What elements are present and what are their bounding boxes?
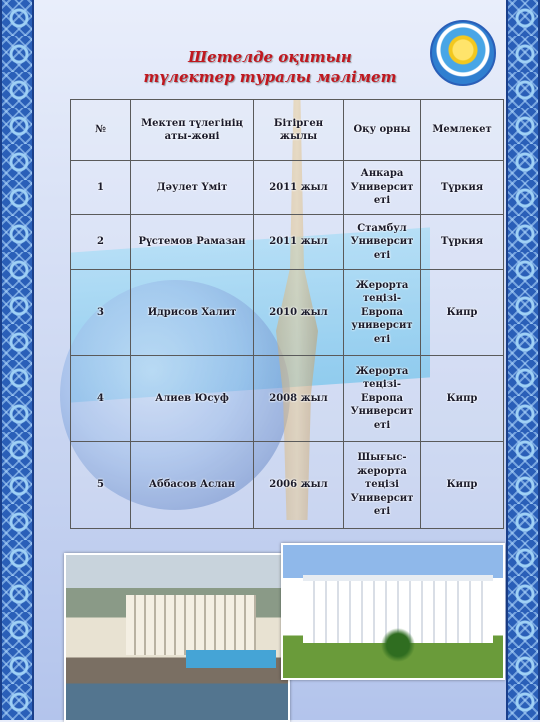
cell-place: Жерорта теңізі- Европа университ еті	[344, 269, 421, 355]
cell-name: Рүстемов Рамазан	[131, 215, 254, 269]
graduates-table	[70, 99, 504, 529]
header-name: Мектеп түлегінің аты-жөні	[131, 100, 254, 161]
cell-place: Стамбул Университ еті	[344, 215, 421, 269]
ornament-border-left	[0, 0, 34, 720]
page-title-line2: түлектер туралы мәлімет	[143, 68, 397, 86]
cell-year: 2006 жыл	[254, 442, 344, 529]
cell-place: Шығыс- жерорта теңізі Университ еті	[344, 442, 421, 529]
table-row	[71, 356, 504, 442]
cell-country: Түркия	[421, 161, 504, 215]
table-row	[71, 215, 504, 269]
header-country: Мемлекет	[421, 100, 504, 161]
header-place: Оқу орны	[344, 100, 421, 161]
header-year: Бітірген жылы	[254, 100, 344, 161]
cell-number: 2	[71, 215, 131, 269]
table-row	[71, 161, 504, 215]
cell-place: Анкара Университ еті	[344, 161, 421, 215]
photo-pool	[186, 650, 276, 668]
cell-name: Дәулет Үміт	[131, 161, 254, 215]
photo-hotel-building	[126, 595, 256, 655]
cell-year: 2008 жыл	[254, 356, 344, 442]
table-row	[71, 442, 504, 529]
table-header-row	[71, 100, 504, 161]
cell-year: 2011 жыл	[254, 215, 344, 269]
cell-name: Идрисов Халит	[131, 269, 254, 355]
cell-year: 2010 жыл	[254, 269, 344, 355]
photo-palm-tree	[378, 625, 418, 665]
header-number: №	[71, 100, 131, 161]
ornament-border-right	[506, 0, 540, 720]
cell-year: 2011 жыл	[254, 161, 344, 215]
cell-number: 3	[71, 269, 131, 355]
photo-university-hotel	[281, 543, 505, 680]
cell-country: Кипр	[421, 269, 504, 355]
cell-place: Жерорта теңізі- Европа Университ еті	[344, 356, 421, 442]
page-title-line1: Шетелде оқитын	[188, 48, 352, 66]
cell-country: Түркия	[421, 215, 504, 269]
cell-name: Аббасов Аслан	[131, 442, 254, 529]
cell-number: 4	[71, 356, 131, 442]
photo-resort-waterfront	[64, 553, 290, 722]
cell-country: Кипр	[421, 442, 504, 529]
cell-name: Алиев Юсуф	[131, 356, 254, 442]
cell-number: 5	[71, 442, 131, 529]
cell-number: 1	[71, 161, 131, 215]
table-row	[71, 269, 504, 355]
cell-country: Кипр	[421, 356, 504, 442]
